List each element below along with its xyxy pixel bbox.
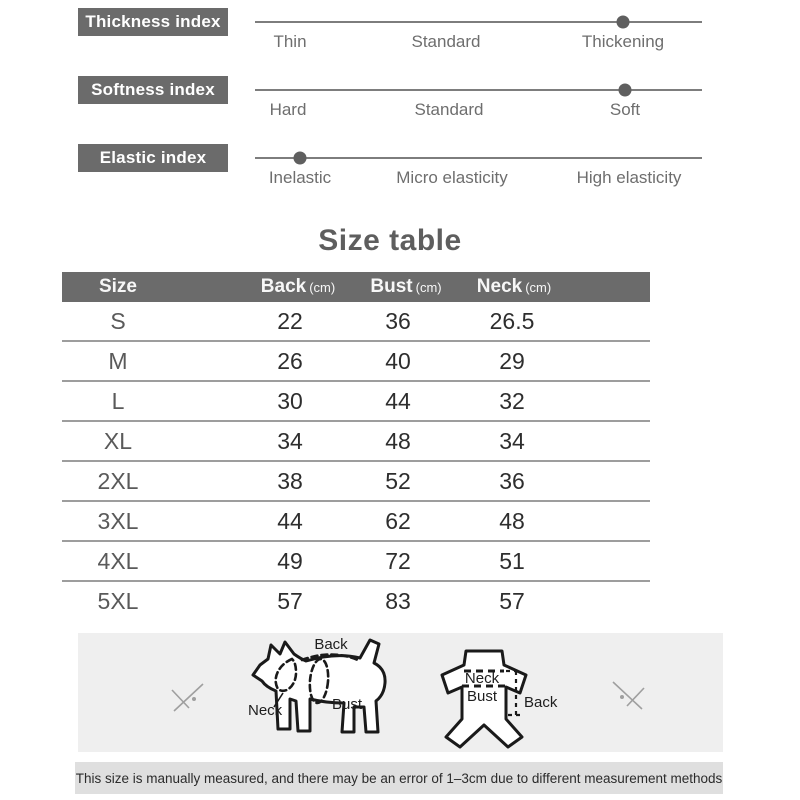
table-row bbox=[62, 462, 650, 502]
cell-size: 3XL bbox=[97, 508, 139, 534]
measurement-diagram-band bbox=[78, 633, 723, 752]
cell-back: 30 bbox=[277, 388, 303, 414]
option-standard: Standard bbox=[414, 100, 484, 119]
table-row bbox=[62, 582, 650, 620]
cell-bust: 83 bbox=[385, 588, 411, 614]
table-row bbox=[62, 382, 650, 422]
option-micro-elasticity: Micro elasticity bbox=[396, 168, 508, 187]
measurement-disclaimer bbox=[75, 762, 723, 794]
col-header-neck: Neck (cm) bbox=[476, 276, 552, 297]
option-thickening: Thickening bbox=[581, 32, 665, 51]
cell-size: S bbox=[110, 308, 126, 334]
cell-bust: 44 bbox=[385, 388, 411, 414]
cell-neck: 34 bbox=[499, 428, 525, 454]
garment-bust-label: Bust bbox=[466, 688, 498, 705]
slider-track bbox=[255, 89, 702, 91]
cell-bust: 40 bbox=[385, 348, 411, 374]
cell-size: 5XL bbox=[97, 588, 139, 614]
cell-size: XL bbox=[103, 428, 133, 454]
table-row bbox=[62, 502, 650, 542]
softness-index-label: Softness index bbox=[78, 76, 228, 104]
garment-back-label: Back bbox=[524, 694, 558, 711]
cell-neck: 48 bbox=[499, 508, 525, 534]
size-table-title: Size table bbox=[318, 224, 462, 257]
cell-neck: 51 bbox=[499, 548, 525, 574]
option-soft: Soft bbox=[609, 100, 641, 119]
cell-size: 4XL bbox=[97, 548, 139, 574]
carousel-prev-icon[interactable] bbox=[166, 675, 210, 719]
cell-neck: 36 bbox=[499, 468, 525, 494]
thickness-index-slider bbox=[0, 8, 800, 70]
size-table bbox=[62, 272, 650, 620]
cell-bust: 72 bbox=[385, 548, 411, 574]
cell-size: L bbox=[111, 388, 125, 414]
cell-back: 26 bbox=[277, 348, 303, 374]
table-row bbox=[62, 542, 650, 582]
cell-neck: 29 bbox=[499, 348, 525, 374]
dog-bust-label: Bust bbox=[332, 696, 363, 713]
slider-track bbox=[255, 21, 702, 23]
cell-back: 44 bbox=[277, 508, 303, 534]
table-row bbox=[62, 342, 650, 382]
cell-size: 2XL bbox=[97, 468, 139, 494]
cell-back: 22 bbox=[277, 308, 303, 334]
dog-neck-label: Neck bbox=[248, 702, 283, 719]
cell-neck: 32 bbox=[499, 388, 525, 414]
dog-measurement-figure bbox=[238, 635, 418, 750]
cell-bust: 62 bbox=[385, 508, 411, 534]
table-row bbox=[62, 422, 650, 462]
cell-back: 49 bbox=[277, 548, 303, 574]
table-row bbox=[62, 302, 650, 342]
col-header-bust: Bust (cm) bbox=[370, 276, 442, 297]
option-high-elasticity: High elasticity bbox=[576, 168, 682, 187]
dog-back-label: Back bbox=[314, 636, 348, 653]
garment-measurement-figure bbox=[420, 645, 560, 755]
cell-bust: 48 bbox=[385, 428, 411, 454]
table-header-row bbox=[62, 272, 650, 302]
option-inelastic: Inelastic bbox=[268, 168, 332, 187]
slider-track bbox=[255, 157, 702, 159]
slider-dot bbox=[294, 152, 307, 165]
slider-dot bbox=[617, 16, 630, 29]
softness-index-slider bbox=[0, 76, 800, 138]
cell-back: 57 bbox=[277, 588, 303, 614]
option-thin: Thin bbox=[273, 32, 307, 51]
cell-neck: 57 bbox=[499, 588, 525, 614]
elastic-index-label: Elastic index bbox=[78, 144, 228, 172]
cell-size: M bbox=[108, 348, 128, 374]
garment-neck-label: Neck bbox=[464, 670, 500, 687]
cell-back: 38 bbox=[277, 468, 303, 494]
cell-neck: 26.5 bbox=[489, 308, 535, 334]
disclaimer-text: This size is manually measured, and there may be an error of 1–3cm due to different measurement methods bbox=[75, 770, 723, 786]
col-header-size: Size bbox=[98, 276, 138, 297]
cell-bust: 36 bbox=[385, 308, 411, 334]
slider-dot bbox=[619, 84, 632, 97]
thickness-index-label: Thickness index bbox=[78, 8, 228, 36]
col-header-back: Back (cm) bbox=[260, 276, 336, 297]
carousel-next-icon[interactable] bbox=[606, 673, 650, 717]
cell-back: 34 bbox=[277, 428, 303, 454]
cell-bust: 52 bbox=[385, 468, 411, 494]
option-standard: Standard bbox=[411, 32, 481, 51]
elastic-index-slider bbox=[0, 144, 800, 206]
option-hard: Hard bbox=[269, 100, 307, 119]
